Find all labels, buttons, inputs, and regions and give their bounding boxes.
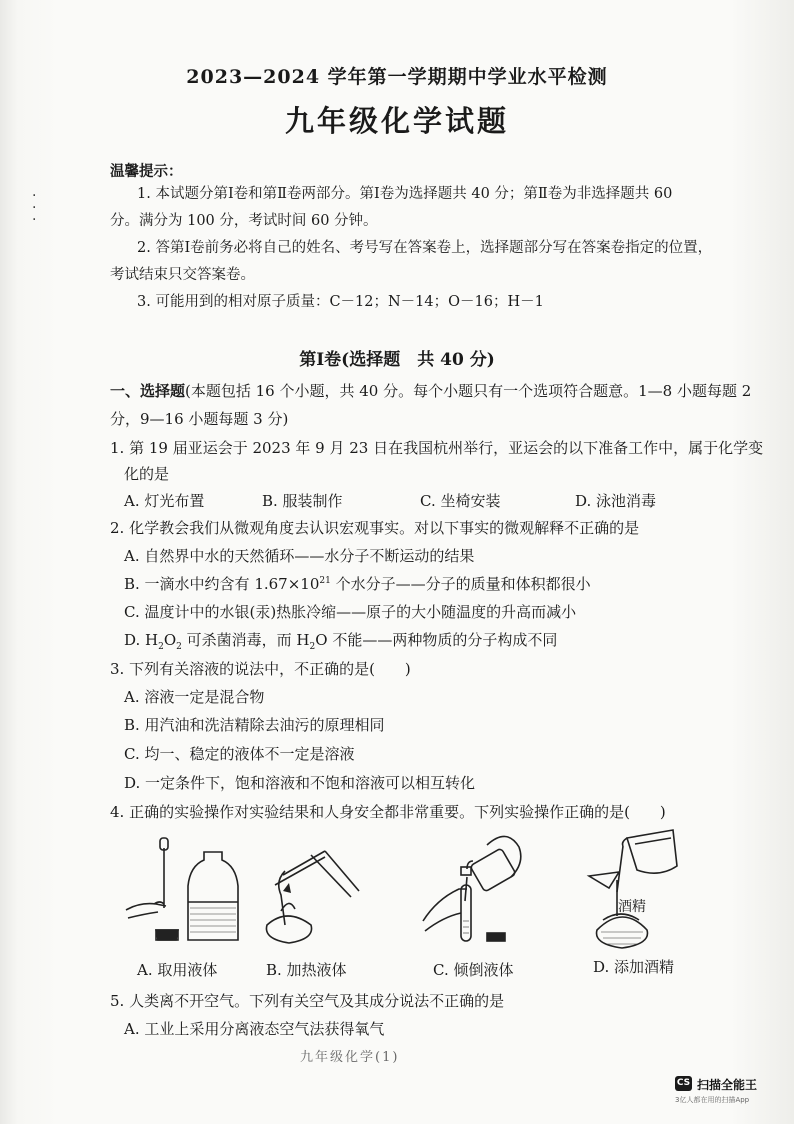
- notice-heading: 温馨提示：: [110, 163, 183, 180]
- q4-stem: 4. 正确的实验操作对实验结果和人身安全都非常重要。下列实验操作正确的是( ): [110, 803, 666, 821]
- camscanner-name: 扫描全能王: [697, 1078, 758, 1092]
- section-intro-line2: 分，9—16 小题每题 3 分): [110, 410, 289, 428]
- q2-option-b-exponent: 21: [319, 576, 331, 586]
- q1-option-b: B. 服装制作: [262, 492, 343, 510]
- q5-stem: 5. 人类离不开空气。下列有关空气及其成分说法不正确的是: [110, 992, 505, 1010]
- q2-d-sub1: 2: [158, 642, 164, 652]
- q4-figure-c: [415, 825, 535, 950]
- notice-line-2b: 考试结束只交答案卷。: [110, 267, 255, 283]
- subject-title: 九年级化学试题: [284, 104, 509, 138]
- camscanner-logo-icon: CS: [675, 1076, 692, 1091]
- section-title: 第Ⅰ卷(选择题 共 40 分): [299, 350, 495, 370]
- notice-line-2: 2. 答第Ⅰ卷前务必将自己的姓名、考号写在答案卷上，选择题部分写在答案卷指定的位置，: [137, 240, 713, 256]
- q3-option-d: D. 一定条件下，饱和溶液和不饱和溶液可以相互转化: [124, 774, 476, 792]
- q2-d-part4: O 不能——两种物质的分子构成不同: [315, 631, 558, 649]
- notice-line-3: 3. 可能用到的相对原子质量：C－12；N－14；O－16；H－1: [137, 294, 544, 310]
- page-footer: 九年级化学(1): [300, 1050, 400, 1065]
- q2-option-b-pre: B. 一滴水中约含有 1.67×10: [124, 575, 320, 593]
- q3-option-c: C. 均一、稳定的液体不一定是溶液: [124, 745, 355, 763]
- q4-figure-d: [583, 820, 693, 950]
- q2-option-b-post: 个水分子——分子的质量和体积都很小: [330, 575, 591, 593]
- q2-option-a: A. 自然界中水的天然循环——水分子不断运动的结果: [124, 547, 475, 565]
- q2-stem: 2. 化学教会我们从微观角度去认识宏观事实。对以下事实的微观解释不正确的是: [110, 519, 640, 537]
- q5-option-a: A. 工业上采用分离液态空气法获得氧气: [124, 1020, 385, 1038]
- q2-option-b: [124, 573, 591, 594]
- q2-option-d: [124, 629, 557, 652]
- section-intro: [110, 380, 751, 401]
- q4-option-c: C. 倾倒液体: [433, 961, 514, 979]
- q1-stem: 1. 第 19 届亚运会于 2023 年 9 月 23 日在我国杭州举行，亚运会的以下准备工作中，属于化学变: [110, 439, 764, 457]
- notice-line-1: 1. 本试题分第Ⅰ卷和第Ⅱ卷两部分。第Ⅰ卷为选择题共 40 分；第Ⅱ卷为非选择题共 60: [137, 186, 673, 202]
- q1-option-d: D. 泳池消毒: [575, 492, 657, 510]
- q4-option-d: D. 添加酒精: [593, 958, 675, 976]
- camscanner-tagline: 3亿人都在用的扫描App: [675, 1096, 750, 1104]
- q4-option-b: B. 加热液体: [266, 961, 347, 979]
- q1-stem-2: 化的是: [124, 465, 170, 483]
- q2-option-c: C. 温度计中的水银(汞)热胀冷缩——原子的大小随温度的升高而减小: [124, 603, 577, 621]
- q4-figure-d-label: 酒精: [618, 899, 646, 915]
- q2-d-part1: D. H: [124, 631, 159, 649]
- section-intro-label: 一、选择题: [110, 382, 186, 400]
- section-intro-text: (本题包括 16 个小题，共 40 分。每个小题只有一个选项符合题意。1—8 小题每题 2: [185, 382, 752, 400]
- q1-option-a: A. 灯光布置: [124, 492, 205, 510]
- q3-option-b: B. 用汽油和洗洁精除去油污的原理相同: [124, 716, 385, 734]
- q4-option-a: A. 取用液体: [137, 961, 218, 979]
- binding-marks: · · ·: [32, 188, 37, 228]
- q4-figure-b: [255, 835, 375, 950]
- exam-title: 2023—2024 学年第一学期期中学业水平检测: [186, 66, 608, 88]
- q2-d-part2: O: [163, 631, 177, 649]
- q3-option-a: A. 溶液一定是混合物: [124, 688, 265, 706]
- q3-stem: 3. 下列有关溶液的说法中，不正确的是( ): [110, 660, 411, 678]
- notice-line-1b: 分。满分为 100 分，考试时间 60 分钟。: [110, 213, 378, 229]
- q2-d-sub2: 2: [176, 642, 182, 652]
- q2-d-part3: 可杀菌消毒，而 H: [181, 631, 310, 649]
- q1-option-c: C. 坐椅安装: [420, 492, 501, 510]
- q2-d-sub3: 2: [309, 642, 316, 652]
- q4-figure-a: [118, 830, 248, 950]
